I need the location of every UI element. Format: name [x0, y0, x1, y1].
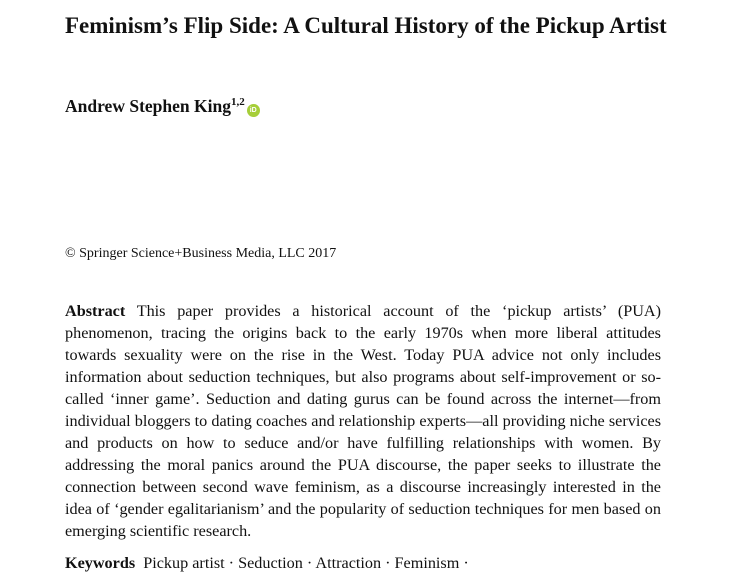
orcid-icon[interactable]: iD — [247, 104, 260, 117]
author-name: Andrew Stephen King — [65, 96, 231, 116]
keywords-line — [65, 554, 469, 573]
abstract-text: This paper provides a historical account of the ‘pickup artists’ (PUA) phenomenon, tracing the origins back to the early 1970s when more liberal attitudes towards sexuality were on the rise in the West. Today PUA advice not only includes information about seduction techniques, but also programs about self-improvement or so-called ‘inner game’. Seduction and dating gurus can be found across the internet—from individual bloggers to dating coaches and relationship experts—all providing niche services and products on how to seduce and/or have fulfilling relationships with women. By addressing the moral panics around the PUA discourse, the paper seeks to illustrate the connection between second wave feminism, as a discourse increasingly interested in the idea of ‘gender egalitarianism’ and the popularity of seduction techniques for men based on emerging scientific research. — [65, 302, 661, 540]
abstract-label: Abstract — [65, 302, 126, 320]
author-line — [65, 96, 260, 117]
keywords-label: Keywords — [65, 554, 136, 572]
author-affiliations: 1,2 — [230, 96, 245, 108]
copyright-notice: © Springer Science+Business Media, LLC 2017 — [65, 246, 337, 261]
abstract-paragraph — [65, 300, 661, 542]
keywords-text: Pickup artist · Seduction · Attraction · Feminism · — [143, 554, 469, 572]
paper-title: Feminism’s Flip Side: A Cultural History of the Pickup Artist — [65, 13, 667, 38]
